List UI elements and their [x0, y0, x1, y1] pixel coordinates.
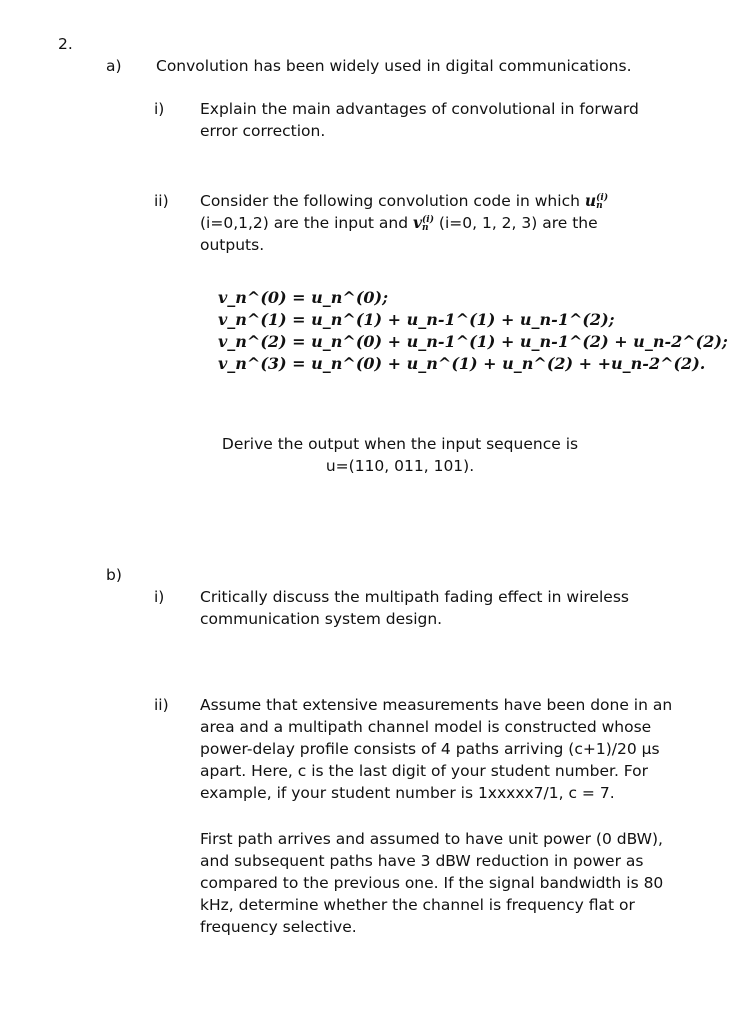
- part-a-ii-line2: (i=0,1,2) are the input and v (i) n (i=0, 1, 2, 3) are the: [200, 213, 598, 233]
- part-a-label: a): [106, 57, 122, 75]
- input-symbol: u (i) n: [584, 191, 609, 211]
- question-number: 2.: [58, 35, 73, 53]
- part-a-stem: Convolution has been widely used in digital communications.: [156, 57, 632, 75]
- part-b-ii-paragraph-2: First path arrives and assumed to have unit power (0 dBW), and subsequent paths have 3 dBW reduction in power as compared to the previous one. If the signal bandwidth is 80 kHz, determine whether the channel is frequency flat or frequency selective.: [200, 830, 664, 936]
- part-b-i-text: Critically discuss the multipath fading effect in wireless communication system design.: [200, 588, 629, 628]
- part-b-ii-label: ii): [154, 696, 169, 714]
- derive-line-1: Derive the output when the input sequence is: [221, 435, 579, 453]
- part-a-ii-line1: Consider the following convolution code in which u (i) n: [200, 191, 609, 211]
- derive-line-2: u=(110, 011, 101).: [325, 457, 475, 475]
- part-a-ii-label: ii): [154, 192, 169, 210]
- equation-block: [218, 287, 728, 375]
- equation-2: v_n^(2) = u_n^(0) + u_n-1^(1) + u_n-1^(2) + u_n-2^(2);: [218, 332, 728, 351]
- part-a-i-label: i): [154, 100, 165, 118]
- part-a-ii-intro: [200, 190, 680, 256]
- part-a-ii-line3: outputs.: [200, 236, 265, 254]
- part-a-i-text: Explain the main advantages of convolutional in forward error correction.: [200, 100, 639, 140]
- equation-0: v_n^(0) = u_n^(0);: [218, 288, 389, 307]
- output-symbol: v (i) n: [413, 213, 434, 233]
- part-b-label: b): [106, 566, 122, 584]
- equation-1: v_n^(1) = u_n^(1) + u_n-1^(1) + u_n-1^(2);: [218, 310, 615, 329]
- part-b-i-label: i): [154, 588, 165, 606]
- equation-3: v_n^(3) = u_n^(0) + u_n^(1) + u_n^(2) + +u_n-2^(2).: [218, 354, 706, 373]
- derive-instruction: [200, 433, 600, 477]
- part-b-ii-paragraph-1: Assume that extensive measurements have been done in an area and a multipath channel model is constructed whose power-delay profile consists of 4 paths arriving (c+1)/20 µs apart. Here, c is the last digit of your student number. For example, if your student number is 1xxxxx7/1, c = 7.: [200, 696, 673, 802]
